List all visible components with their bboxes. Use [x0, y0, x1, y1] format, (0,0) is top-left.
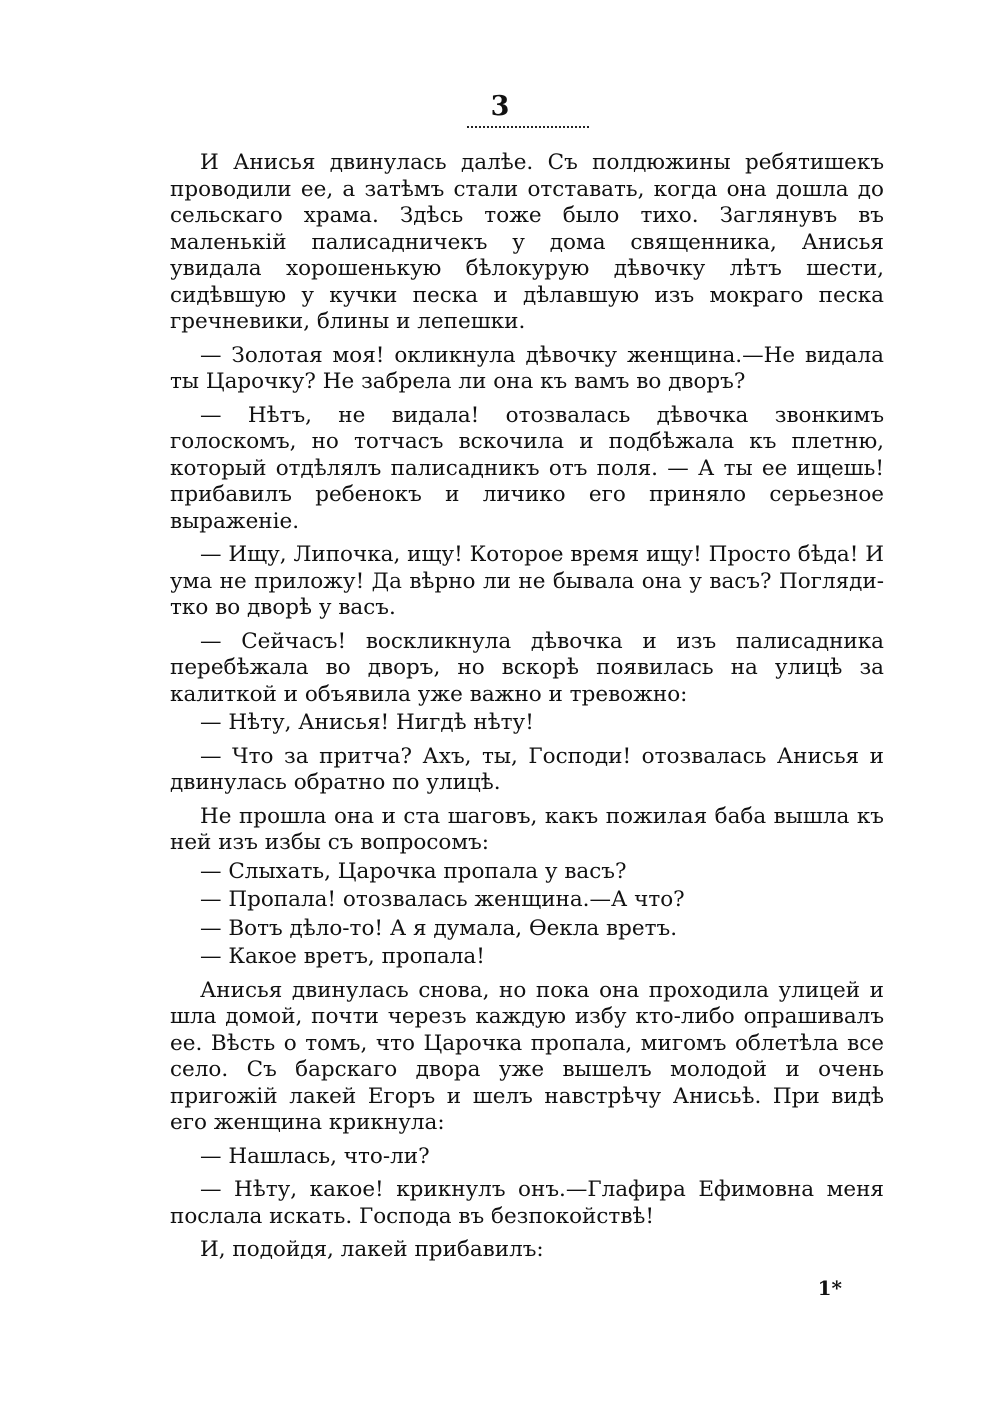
paragraph: — Нѣту, Анисья! Нигдѣ нѣту!	[200, 710, 534, 735]
paragraph: — Сейчасъ! воскликнула дѣвочка и изъ палисадника перебѣжала во дворъ, но вскорѣ появилась на улицѣ за калиткой и объявила уже важно и тревожно:	[170, 628, 884, 707]
paragraph: И, подойдя, лакей прибавилъ:	[200, 1237, 544, 1262]
page-number: 3	[490, 91, 510, 122]
paragraph: — Нѣту, какое! крикнулъ онъ.—Глафира Ефимовна меня послала искать. Господа въ безпокойствѣ!	[170, 1177, 884, 1229]
paragraph: — Золотая моя! окликнула дѣвочку женщина.—Не видала ты Царочку? Не забрела ли она къ вамъ во дворъ?	[170, 342, 884, 394]
paragraph: — Ищу, Липочка, ищу! Которое время ищу! Просто бѣда! И ума не приложу! Да вѣрно ли не бывала она у васъ? Погляди-тко во дворѣ у васъ.	[170, 542, 884, 620]
header-rule	[467, 126, 589, 128]
paragraph: — Вотъ дѣло-то! А я думала, Ѳекла вретъ.	[200, 915, 678, 941]
paragraph: — Слыхать, Царочка пропала у васъ?	[200, 858, 627, 884]
paragraph: — Что за притча? Ахъ, ты, Господи! отозвалась Анисья и двинулась обратно по улицѣ.	[170, 743, 884, 795]
paragraph: Не прошла она и ста шаговъ, какъ пожилая баба вышла къ ней изъ избы съ вопросомъ:	[170, 803, 884, 855]
signature-mark: 1*	[817, 1276, 842, 1300]
paragraph: — Какое вретъ, пропала!	[200, 944, 485, 969]
body-text	[170, 150, 884, 1271]
paragraph: — Нѣтъ, не видала! отозвалась дѣвочка звонкимъ голоскомъ, но тотчасъ вскочила и подбѣжала къ плетню, который отдѣлялъ палисадникъ отъ поля. — А ты ее ищешь! прибавилъ ребенокъ и личико его приняло серьезное выраженіе.	[170, 402, 884, 534]
paragraph: — Пропала! отозвалась женщина.—А что?	[200, 887, 685, 912]
paragraph: — Нашлась, что-ли?	[200, 1143, 430, 1169]
paragraph: Анисья двинулась снова, но пока она проходила улицей и шла домой, почти черезъ каждую избу кто-либо опрашивалъ ее. Вѣсть о томъ, что Царочка пропала, мигомъ облетѣла все село. Съ барскаго двора уже вышелъ молодой и очень пригожій лакей Егоръ и шелъ навстрѣчу Анисьѣ. При видѣ его женщина крикнула:	[170, 977, 884, 1135]
paragraph: И Анисья двинулась далѣе. Съ полдюжины ребятишекъ проводили ее, а затѣмъ стали отставать, когда она дошла до сельскаго храма. Здѣсь тоже было тихо. Заглянувъ въ маленькій палисадничекъ у дома священника, Анисья увидала хорошенькую бѣлокурую дѣвочку лѣтъ шести, сидѣвшую у кучки песка и дѣлавшую изъ мокраго песка гречневики, блины и лепешки.	[170, 150, 884, 334]
